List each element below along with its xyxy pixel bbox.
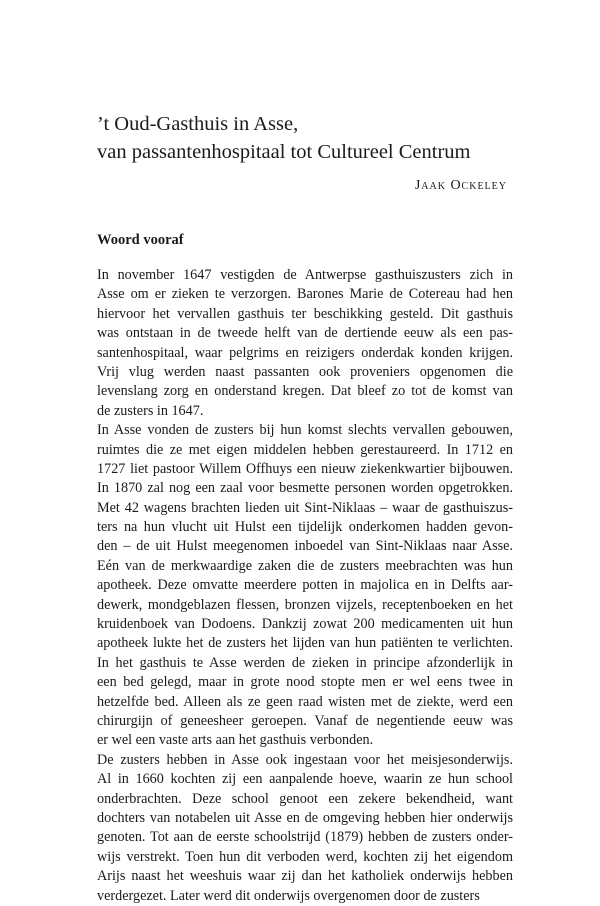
article-title xyxy=(97,110,537,166)
article-title-line: van passantenhospitaal tot Cultureel Centrum xyxy=(97,141,471,163)
paragraph-line: den – de uit Hulst meegenomen inboedel van Sint-Niklaas naar Asse. xyxy=(97,538,513,555)
paragraph-line: Vrij vlug werden naast passanten ook proveniers opgenomen die xyxy=(97,363,513,380)
paragraph-line: Asse om er zieken te verzorgen. Barones Marie de Cotereau had hen xyxy=(97,286,513,303)
paragraph-line: In het gasthuis te Asse werden de zieken in principe afzonderlijk in xyxy=(97,654,513,671)
paragraph-line: kruidenboek van Dodoens. Dankzij zowat 200 medicamenten uit hun xyxy=(97,616,513,633)
paragraph-line: onderbrachten. Deze school genoot een zekere bekendheid, want xyxy=(97,790,513,807)
paragraph-line: wijs verstrekt. Toen hun dit verboden werd, kochten zij het eigendom xyxy=(97,848,513,865)
section-heading: Woord vooraf xyxy=(97,232,184,248)
paragraph-line: santenhospitaal, waar pelgrims en reizigers onderdak konden krijgen. xyxy=(97,344,513,361)
paragraph-line: levenslang zorg en onderstand kregen. Dat bleef zo tot de komst van xyxy=(97,383,513,400)
paragraph-line: apotheek lukte het de zusters het lijden van hun patiënten te verlichten. xyxy=(97,635,513,652)
paragraph-line: In november 1647 vestigden de Antwerpse gasthuiszusters zich in xyxy=(97,267,513,283)
paragraph-line: hiervoor het vervallen gasthuis ter beschikking gesteld. Dit gasthuis xyxy=(97,305,513,322)
paragraph-line: dewerk, mondgeblazen flessen, bronzen vijzels, receptenboeken en het xyxy=(97,596,513,613)
paragraph-line: dochters van notabelen uit Asse en de omgeving hebben hier onderwijs xyxy=(97,809,513,826)
paragraph-line: een bed gelegd, maar in grote nood stopte men er wel eens twee in xyxy=(97,674,513,691)
article-body xyxy=(97,266,513,906)
paragraph-line: er wel een vaste arts aan het gasthuis verbonden. xyxy=(97,732,374,749)
paragraph-line: Al in 1660 kochten zij een aanpalende hoeve, waarin ze hun school xyxy=(97,771,513,788)
paragraph-line: was ontstaan in de tweede helft van de dertiende eeuw als een pas- xyxy=(97,325,513,342)
article-title-line: ’t Oud-Gasthuis in Asse, xyxy=(97,113,299,135)
paragraph-line: de zusters in 1647. xyxy=(97,402,204,419)
paragraph-line: Met 42 wagens brachten lieden uit Sint-Niklaas – waar de gasthuiszus- xyxy=(97,499,513,516)
article-author: Jaak Ockeley xyxy=(414,178,507,193)
paragraph-line: chirurgijn of geneesheer geroepen. Vanaf de negentiende eeuw was xyxy=(97,712,513,729)
paragraph-line: 1727 liet pastoor Willem Offhuys een nieuw ziekenkwartier bijbouwen. xyxy=(97,460,513,477)
paragraph-line: Eén van de merkwaardige zaken die de zusters meebrachten was hun xyxy=(97,557,513,574)
paragraph-line: De zusters hebben in Asse ook ingestaan voor het meisjesonderwijs. xyxy=(97,751,513,768)
paragraph-line: genoten. Tot aan de eerste schoolstrijd (1879) hebben de zusters onder- xyxy=(97,829,513,846)
paragraph-line: ruimtes die ze met eigen middelen hebben gerestaureerd. In 1712 en xyxy=(97,441,513,458)
paragraph-line: ters na hun vlucht uit Hulst een tijdelijk onderkomen hadden gevon- xyxy=(97,519,513,536)
paragraph-line: Arijs naast het weeshuis waar zij dan het katholiek onderwijs hebben xyxy=(97,868,513,885)
paragraph-line: hetzelfde bed. Alleen als ze geen raad wisten met de ziekte, werd een xyxy=(97,693,513,710)
paragraph-line: In Asse vonden de zusters bij hun komst slechts vervallen gebouwen, xyxy=(97,422,513,439)
paragraph-line: apotheek. Deze omvatte meerdere potten in majolica en in Delfts aar- xyxy=(97,577,513,594)
paragraph-line: verdergezet. Later werd dit onderwijs overgenomen door de zusters xyxy=(97,887,480,904)
paragraph-line: In 1870 zal nog een zaal voor besmette personen worden opgetrokken. xyxy=(97,480,513,497)
